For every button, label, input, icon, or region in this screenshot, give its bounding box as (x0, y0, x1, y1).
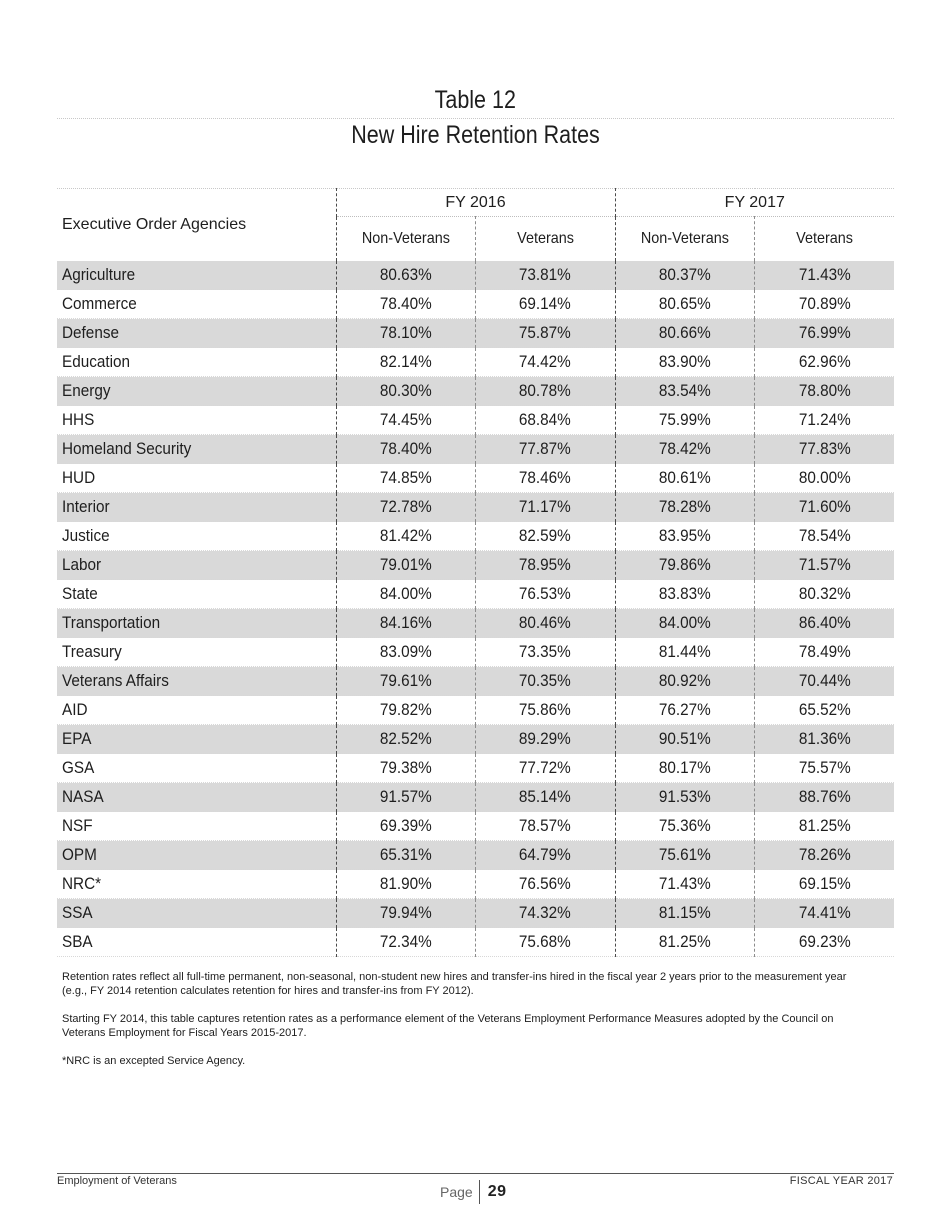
sub-header-non-veterans-2017: Non-Veterans (615, 217, 755, 262)
agency-name-cell: Energy (57, 377, 336, 406)
retention-table (57, 188, 894, 957)
fy2017-non-veterans-cell: 80.66% (615, 319, 755, 348)
table-row (57, 609, 894, 638)
fy2016-non-veterans-cell: 79.94% (336, 899, 476, 928)
fy2017-veterans-cell: 78.80% (755, 377, 895, 406)
table-row (57, 522, 894, 551)
table-row (57, 261, 894, 290)
fy2016-veterans-cell: 64.79% (476, 841, 616, 870)
fy2016-veterans-cell: 75.87% (476, 319, 616, 348)
table-row (57, 754, 894, 783)
agency-name-cell: Commerce (57, 290, 336, 319)
table-row (57, 377, 894, 406)
agency-name-cell: Education (57, 348, 336, 377)
agency-name-cell: HUD (57, 464, 336, 493)
fy2017-non-veterans-cell: 76.27% (615, 696, 755, 725)
fy2017-non-veterans-cell: 83.54% (615, 377, 755, 406)
fy2016-non-veterans-cell: 78.40% (336, 435, 476, 464)
table-number: Table 12 (434, 86, 517, 114)
page-number: 29 (487, 1183, 507, 1200)
fy2017-non-veterans-cell: 75.36% (615, 812, 755, 841)
fy2017-non-veterans-cell: 80.65% (615, 290, 755, 319)
fy2017-veterans-cell: 71.60% (755, 493, 895, 522)
agency-name-cell: OPM (57, 841, 336, 870)
table-row (57, 725, 894, 754)
table-row (57, 841, 894, 870)
agency-column-header: Executive Order Agencies (57, 189, 336, 262)
table-row (57, 870, 894, 899)
fy2017-non-veterans-cell: 80.17% (615, 754, 755, 783)
fy2017-veterans-cell: 69.23% (755, 928, 895, 957)
fy2017-non-veterans-cell: 79.86% (615, 551, 755, 580)
agency-name-cell: Homeland Security (57, 435, 336, 464)
fy2016-non-veterans-cell: 78.10% (336, 319, 476, 348)
fy2017-non-veterans-cell: 80.92% (615, 667, 755, 696)
fy2016-veterans-cell: 76.53% (476, 580, 616, 609)
fy2017-non-veterans-cell: 83.90% (615, 348, 755, 377)
fy2017-non-veterans-cell: 83.83% (615, 580, 755, 609)
page-label: Page (440, 1184, 473, 1200)
table-row (57, 696, 894, 725)
fy2016-veterans-cell: 85.14% (476, 783, 616, 812)
fy2017-non-veterans-cell: 90.51% (615, 725, 755, 754)
agency-name-cell: Justice (57, 522, 336, 551)
agency-name-cell: Labor (57, 551, 336, 580)
agency-name-cell: Treasury (57, 638, 336, 667)
fy2017-non-veterans-cell: 80.61% (615, 464, 755, 493)
fy2016-veterans-cell: 78.95% (476, 551, 616, 580)
fy2016-veterans-cell: 74.32% (476, 899, 616, 928)
fy2017-veterans-cell: 78.49% (755, 638, 895, 667)
agency-name-cell: Veterans Affairs (57, 667, 336, 696)
fy2017-non-veterans-cell: 80.37% (615, 261, 755, 290)
agency-name-cell: SBA (57, 928, 336, 957)
fy2017-veterans-cell: 75.57% (755, 754, 895, 783)
fy2016-non-veterans-cell: 78.40% (336, 290, 476, 319)
page-indicator (440, 1180, 507, 1204)
table-row (57, 928, 894, 957)
fy2016-non-veterans-cell: 84.00% (336, 580, 476, 609)
fy2016-non-veterans-cell: 91.57% (336, 783, 476, 812)
agency-name-cell: SSA (57, 899, 336, 928)
agency-name-cell: AID (57, 696, 336, 725)
table-row (57, 812, 894, 841)
footer-fiscal-year: FISCAL YEAR 2017 (789, 1175, 893, 1187)
agency-name-cell: EPA (57, 725, 336, 754)
fy2016-veterans-cell: 80.78% (476, 377, 616, 406)
agency-name-cell: Agriculture (57, 261, 336, 290)
fy2017-non-veterans-cell: 84.00% (615, 609, 755, 638)
agency-name-cell: Transportation (57, 609, 336, 638)
fy2017-non-veterans-cell: 78.28% (615, 493, 755, 522)
footnote-nrc: *NRC is an excepted Service Agency. (62, 1055, 246, 1067)
fy2017-veterans-cell: 86.40% (755, 609, 895, 638)
fy2016-veterans-cell: 78.57% (476, 812, 616, 841)
sub-header-veterans-2017: Veterans (755, 217, 895, 262)
table-row (57, 493, 894, 522)
fy2016-non-veterans-cell: 79.01% (336, 551, 476, 580)
fy2016-non-veterans-cell: 65.31% (336, 841, 476, 870)
table-row (57, 899, 894, 928)
fy2017-veterans-cell: 81.36% (755, 725, 895, 754)
fy2016-non-veterans-cell: 84.16% (336, 609, 476, 638)
fy2016-non-veterans-cell: 81.42% (336, 522, 476, 551)
agency-name-cell: Defense (57, 319, 336, 348)
fy2016-non-veterans-cell: 82.14% (336, 348, 476, 377)
table-row (57, 638, 894, 667)
agency-name-cell: HHS (57, 406, 336, 435)
fy2017-veterans-cell: 74.41% (755, 899, 895, 928)
fy2016-non-veterans-cell: 74.45% (336, 406, 476, 435)
fy-2017-header: FY 2017 (615, 189, 894, 217)
agency-name-cell: NSF (57, 812, 336, 841)
fy2016-non-veterans-cell: 72.78% (336, 493, 476, 522)
table-row (57, 580, 894, 609)
sub-header-veterans-2016: Veterans (476, 217, 616, 262)
fy-2016-header: FY 2016 (336, 189, 615, 217)
fy2017-veterans-cell: 80.32% (755, 580, 895, 609)
footer-divider (57, 1173, 894, 1174)
fy2017-non-veterans-cell: 83.95% (615, 522, 755, 551)
fy2016-non-veterans-cell: 69.39% (336, 812, 476, 841)
fy2016-non-veterans-cell: 81.90% (336, 870, 476, 899)
fy2017-veterans-cell: 78.54% (755, 522, 895, 551)
fy2016-veterans-cell: 73.35% (476, 638, 616, 667)
fy2016-non-veterans-cell: 80.63% (336, 261, 476, 290)
agency-name-cell: NASA (57, 783, 336, 812)
fy2016-veterans-cell: 71.17% (476, 493, 616, 522)
footnote-retention-definition: Retention rates reflect all full-time permanent, non-seasonal, non-student new hires and transfer-ins hired in the fiscal year 2 years prior to the measurement year (e.g., FY 2014 retention calculates retention for hires and transfer-ins from FY 2012). (62, 971, 847, 997)
table-row (57, 348, 894, 377)
fy2016-non-veterans-cell: 83.09% (336, 638, 476, 667)
fy2017-veterans-cell: 81.25% (755, 812, 895, 841)
sub-header-non-veterans-2016: Non-Veterans (336, 217, 476, 262)
fy2017-veterans-cell: 78.26% (755, 841, 895, 870)
fy2016-veterans-cell: 89.29% (476, 725, 616, 754)
fy2016-non-veterans-cell: 80.30% (336, 377, 476, 406)
fy2016-veterans-cell: 77.87% (476, 435, 616, 464)
fy2017-veterans-cell: 71.57% (755, 551, 895, 580)
footnotes (62, 970, 862, 1082)
table-row (57, 319, 894, 348)
fy2017-veterans-cell: 88.76% (755, 783, 895, 812)
fy2016-veterans-cell: 80.46% (476, 609, 616, 638)
table-row (57, 667, 894, 696)
fy2016-veterans-cell: 70.35% (476, 667, 616, 696)
footnote-performance-measure: Starting FY 2014, this table captures retention rates as a performance element of the Veterans Employment Performance Measures adopted by the Council on Veterans Employment for Fiscal Years 2015-2017. (62, 1013, 834, 1039)
table-row (57, 464, 894, 493)
fy2017-veterans-cell: 76.99% (755, 319, 895, 348)
fy2016-veterans-cell: 76.56% (476, 870, 616, 899)
fy2017-non-veterans-cell: 75.61% (615, 841, 755, 870)
fy2017-veterans-cell: 71.43% (755, 261, 895, 290)
fy2016-non-veterans-cell: 82.52% (336, 725, 476, 754)
fy2016-non-veterans-cell: 74.85% (336, 464, 476, 493)
fy2017-veterans-cell: 71.24% (755, 406, 895, 435)
fy2017-veterans-cell: 80.00% (755, 464, 895, 493)
fy2016-veterans-cell: 82.59% (476, 522, 616, 551)
fy2016-veterans-cell: 75.68% (476, 928, 616, 957)
fy2016-veterans-cell: 78.46% (476, 464, 616, 493)
fy2017-veterans-cell: 65.52% (755, 696, 895, 725)
fy2017-non-veterans-cell: 81.25% (615, 928, 755, 957)
fy2017-veterans-cell: 62.96% (755, 348, 895, 377)
table-title: New Hire Retention Rates (351, 121, 600, 149)
fy2017-non-veterans-cell: 78.42% (615, 435, 755, 464)
fy2017-non-veterans-cell: 71.43% (615, 870, 755, 899)
fy2016-non-veterans-cell: 79.82% (336, 696, 476, 725)
fy2016-veterans-cell: 73.81% (476, 261, 616, 290)
agency-name-cell: GSA (57, 754, 336, 783)
agency-name-cell: Interior (57, 493, 336, 522)
agency-name-cell: NRC* (57, 870, 336, 899)
fy2016-veterans-cell: 75.86% (476, 696, 616, 725)
table-row (57, 783, 894, 812)
table-title-block (57, 84, 894, 151)
fy2017-non-veterans-cell: 81.44% (615, 638, 755, 667)
fy2016-non-veterans-cell: 79.38% (336, 754, 476, 783)
fy2016-non-veterans-cell: 79.61% (336, 667, 476, 696)
fy2017-non-veterans-cell: 81.15% (615, 899, 755, 928)
fy2016-non-veterans-cell: 72.34% (336, 928, 476, 957)
fy2017-non-veterans-cell: 91.53% (615, 783, 755, 812)
footer-document-title: Employment of Veterans (57, 1175, 177, 1187)
table-body (57, 261, 894, 957)
fy2017-veterans-cell: 77.83% (755, 435, 895, 464)
table-row (57, 551, 894, 580)
fy2016-veterans-cell: 77.72% (476, 754, 616, 783)
table-row (57, 290, 894, 319)
table-row (57, 435, 894, 464)
fy2016-veterans-cell: 74.42% (476, 348, 616, 377)
agency-name-cell: State (57, 580, 336, 609)
fy2016-veterans-cell: 69.14% (476, 290, 616, 319)
table-row (57, 406, 894, 435)
fy2017-veterans-cell: 70.44% (755, 667, 895, 696)
fy2017-veterans-cell: 70.89% (755, 290, 895, 319)
fy2017-veterans-cell: 69.15% (755, 870, 895, 899)
fy2017-non-veterans-cell: 75.99% (615, 406, 755, 435)
fy2016-veterans-cell: 68.84% (476, 406, 616, 435)
